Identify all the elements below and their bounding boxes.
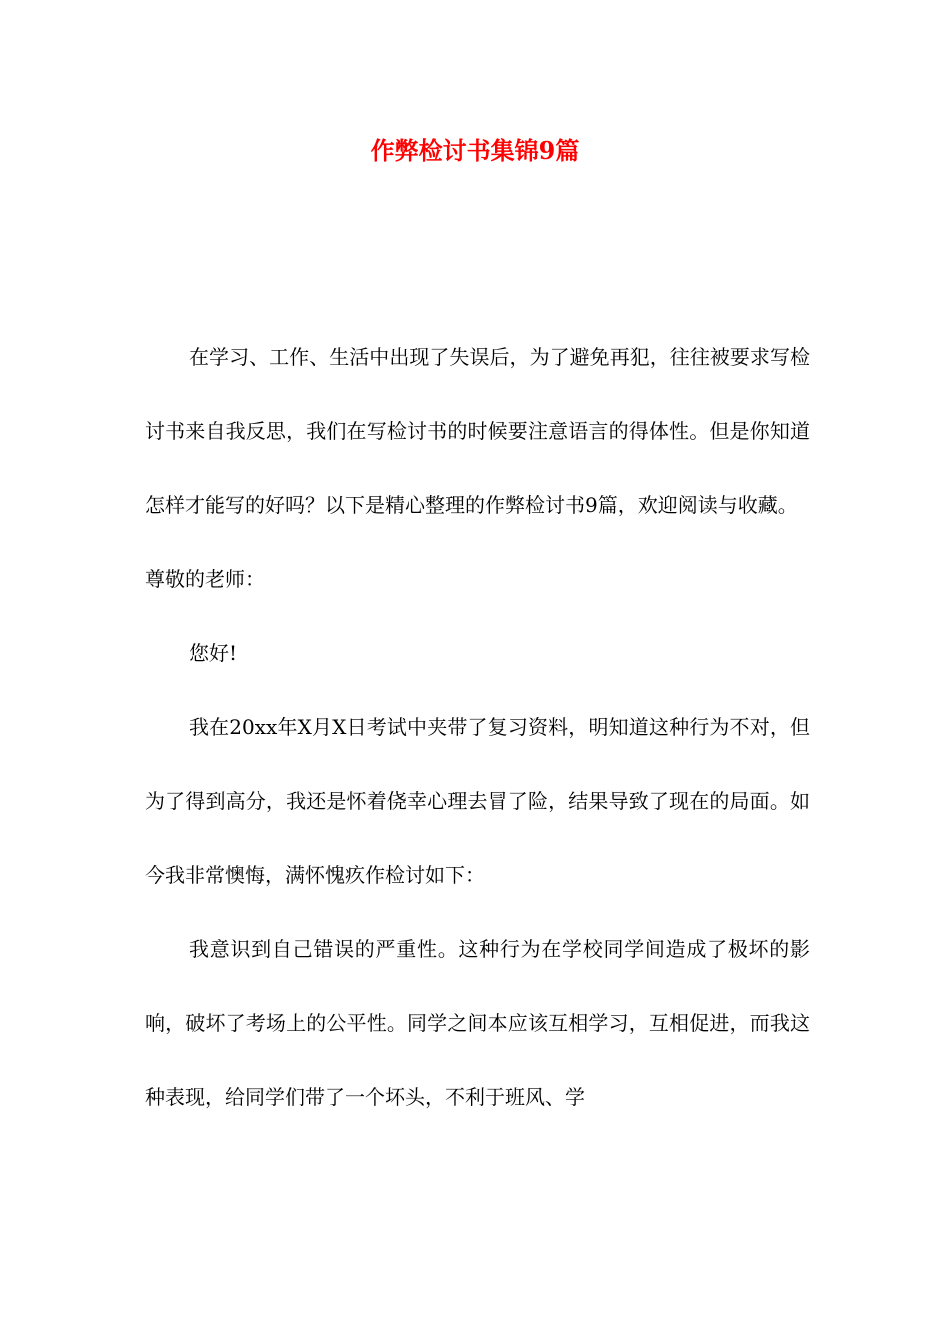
confession-paragraph: 我在20xx年X月X日考试中夹带了复习资料，明知道这种行为不对，但为了得到高分，我还是怀着侥幸心理去冒了险，结果导致了现在的局面。如今我非常懊悔，满怀愧疚作检讨如下：: [145, 715, 810, 887]
intro-paragraph: 在学习、工作、生活中出现了失误后，为了避免再犯，往往被要求写检讨书来自我反思，我们在写检讨书的时候要注意语言的得体性。但是你知道怎样才能写的好吗？以下是精心整理的作弊检讨书9篇，欢迎阅读与收藏。: [145, 345, 810, 517]
document-body: [145, 320, 810, 1134]
greeting: 您好!: [189, 641, 238, 665]
reflection-paragraph: 我意识到自己错误的严重性。这种行为在学校同学间造成了极坏的影响，破坏了考场上的公平性。同学之间本应该互相学习，互相促进，而我这种表现，给同学们带了一个坏头，不利于班风、学: [145, 937, 810, 1109]
document-title: 作弊检讨书集锦9篇: [370, 136, 580, 165]
salutation: 尊敬的老师：: [145, 567, 265, 591]
